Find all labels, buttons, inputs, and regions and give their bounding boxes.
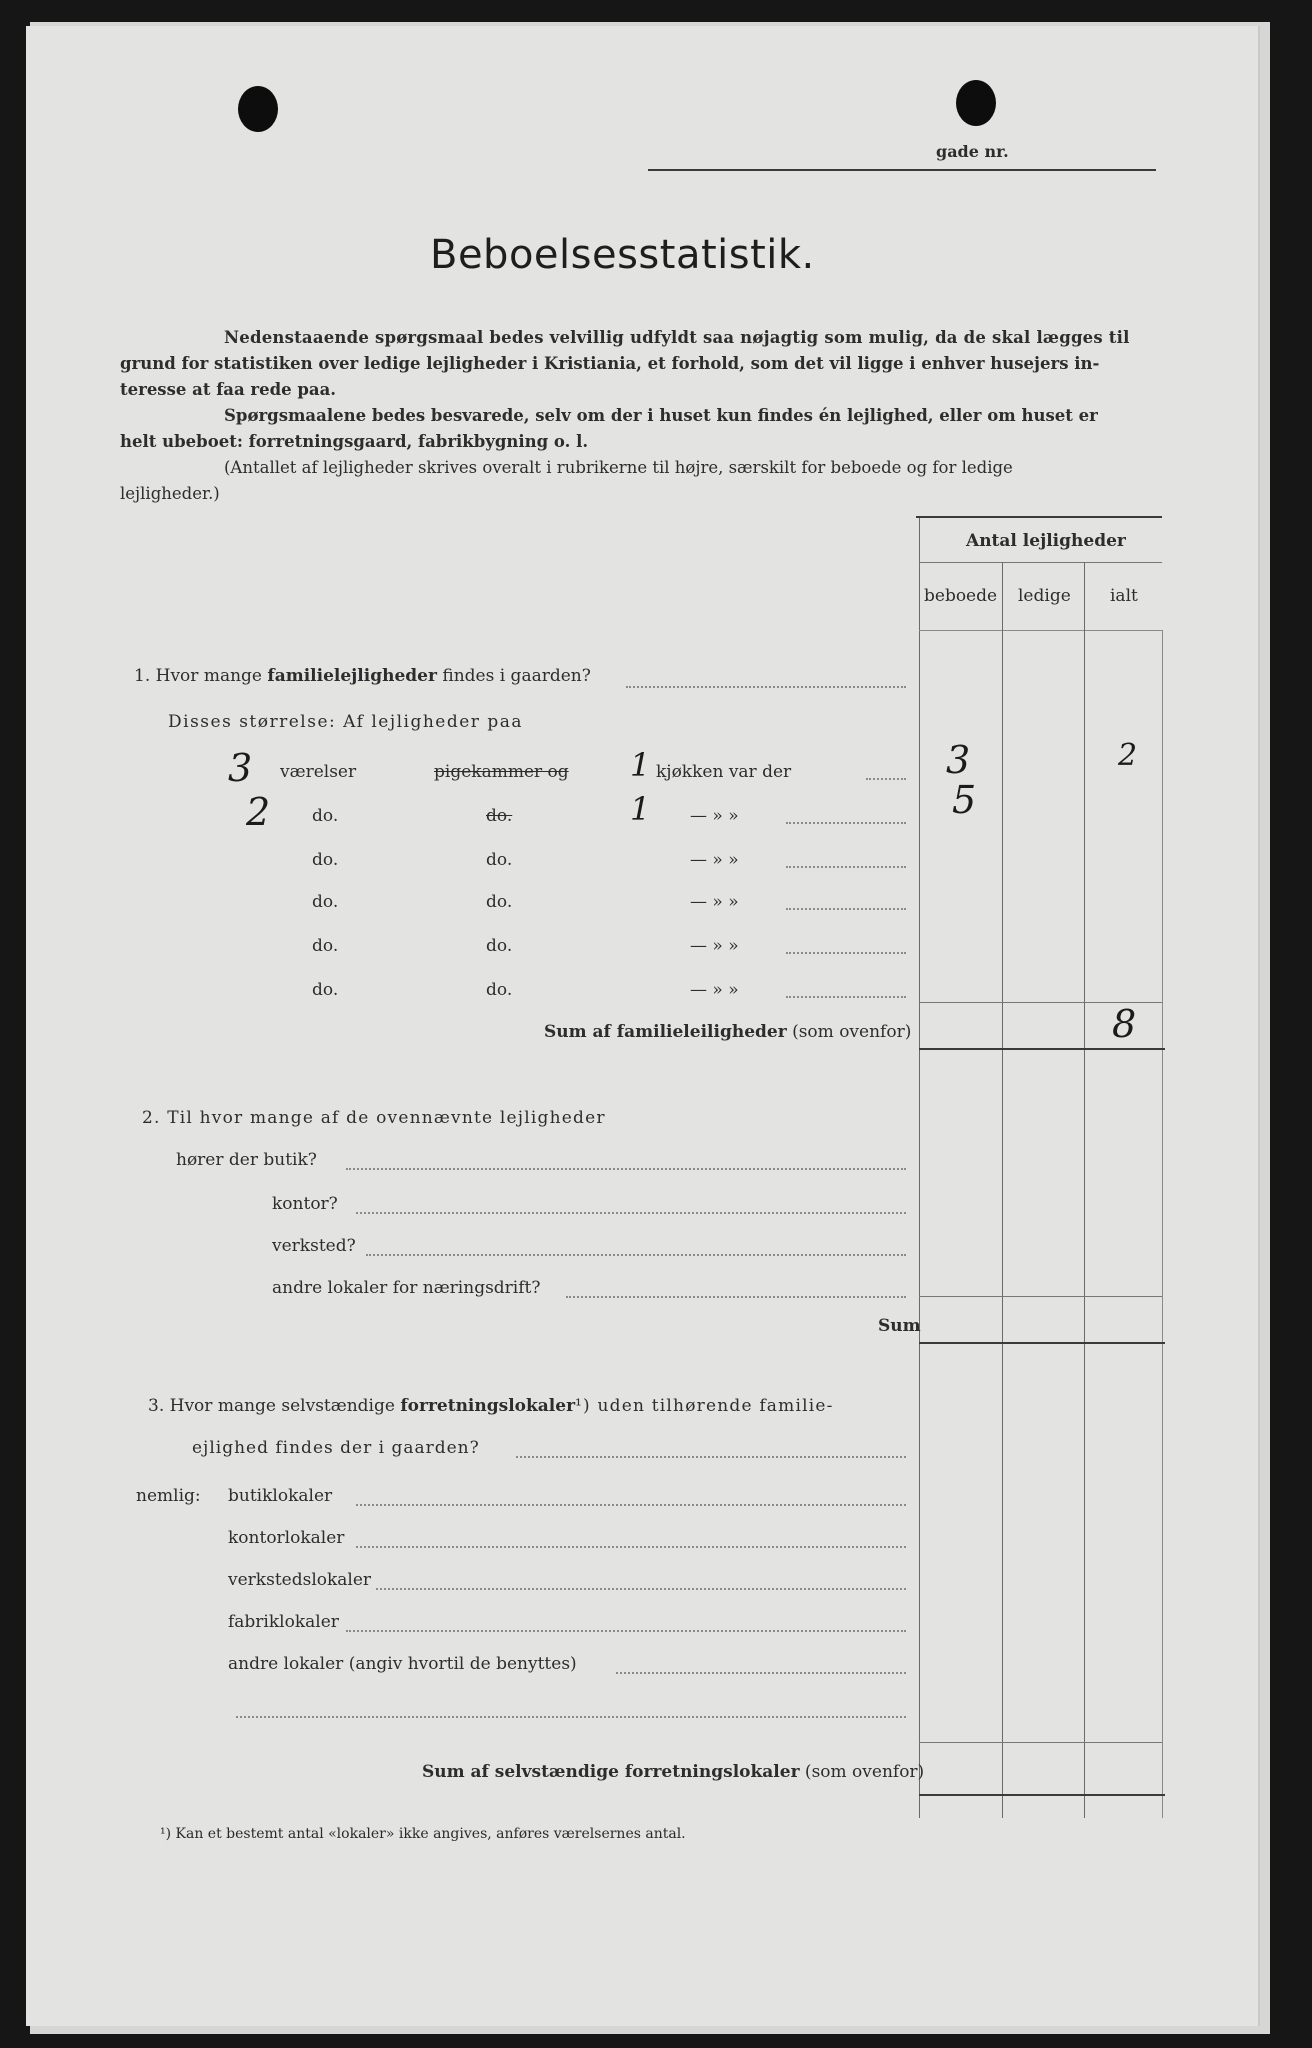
q3-item-1-dots [356,1504,906,1506]
q3-item-2: kontorlokaler [228,1528,345,1548]
q1-row2-rooms: 2 [246,790,271,834]
q3-item-2-dots [356,1546,906,1548]
q1-row2-kitchen-label: — » » [690,806,739,826]
q1-sum-label-bold: Sum af familieleiligheder [544,1022,787,1042]
q3-sum-top-rule [919,1742,1162,1743]
q2-item-4-dots [566,1296,906,1298]
q1-row4-rooms-label: do. [312,892,339,912]
q3-sum-bottom-rule [919,1794,1165,1796]
q1-dots [626,686,906,688]
intro-line-5: helt ubeboet: forretningsgaard, fabrikbygning o. l. [120,432,589,451]
q3-question-dots [516,1456,906,1458]
q1-row4-dots [786,908,906,910]
q1-row3-dots [786,866,906,868]
q1-row1-rooms-label: værelser [280,762,357,782]
form-page [26,26,1258,2026]
q2-sum-bottom-rule [919,1342,1165,1344]
col-divider-2 [1084,562,1085,1818]
punch-hole-left [238,86,278,132]
q1-row3-kitchen-label: — » » [690,850,739,870]
q3-item-4-dots [346,1630,906,1632]
q1-row6-mid: do. [486,980,513,1000]
q1-row3-mid: do. [486,850,513,870]
q1-question-bold: familielejligheder [267,666,437,686]
q3-nemlig: nemlig: [136,1486,201,1506]
intro-line-3: teresse at faa rede paa. [120,380,337,399]
q1-row2-kitchen: 1 [630,790,651,828]
q2-question: 2. Til hvor mange af de ovennævnte lejligheder [142,1108,606,1128]
q3-item-3: verkstedslokaler [228,1570,372,1590]
q1-row4-mid: do. [486,892,513,912]
table-header: Antal lejligheder [966,531,1126,551]
q3-item-5-dots [616,1672,906,1674]
table-left-border [919,518,920,1818]
q1-row5-rooms-label: do. [312,936,339,956]
q2-sum-top-rule [919,1296,1162,1297]
col-ialt: ialt [1110,586,1138,606]
q3-sum-label-bold: Sum af selvstændige forretningslokaler [422,1762,800,1782]
q2-item-3: verksted? [272,1236,356,1256]
q3-sum-label [422,1762,924,1782]
q3-item-3-dots [376,1588,906,1590]
q1-row6-kitchen-label: — » » [690,980,739,1000]
intro-line-1: Nedenstaaende spørgsmaal bedes velvillig udfyldt saa nøjagtig som mulig, da de skal lægges til [224,328,1130,347]
q1-row1-rooms: 3 [228,746,253,790]
q1-row1-mid: pigekammer og [434,762,569,782]
q1-row6-rooms-label: do. [312,980,339,1000]
q1-row2-beboede: 5 [952,778,977,822]
q1-row1-beboede: 3 [946,738,971,782]
q1-question [134,666,591,686]
q1-row2-dots [786,822,906,824]
punch-hole-right [956,80,996,126]
col-ledige: ledige [1018,586,1071,606]
q1-row3-rooms-label: do. [312,850,339,870]
q1-row4-kitchen-label: — » » [690,892,739,912]
q2-item-2: kontor? [272,1194,338,1214]
q3-item-4: fabriklokaler [228,1612,339,1632]
q1-row2-mid: do. [486,806,513,826]
q1-row1-kitchen-label: kjøkken var der [656,762,792,782]
table-header-rule [919,562,1162,563]
street-label: gade nr. [936,142,1009,161]
q3-question-pre: 3. Hvor mange selvstændige [148,1396,401,1416]
q1-sum-label [544,1022,911,1042]
q3-question-post: ¹) uden tilhørende familie- [575,1396,834,1416]
table-right-border [1162,630,1163,1818]
q2-item-4: andre lokaler for næringsdrift? [272,1278,541,1298]
q1-row1-dots [866,778,906,780]
q1-row6-dots [786,996,906,998]
q2-item-2-dots [356,1212,906,1214]
q2-item-1: hører der butik? [176,1150,317,1170]
street-line [648,169,1156,171]
q2-item-1-dots [346,1168,906,1170]
q3-item-5: andre lokaler (angiv hvortil de benyttes) [228,1654,577,1674]
footnote: ¹) Kan et bestemt antal «lokaler» ikke angives, anføres værelsernes antal. [160,1826,686,1842]
q1-row5-mid: do. [486,936,513,956]
col-divider-1 [1002,562,1003,1818]
table-cols-rule [919,630,1162,631]
q1-row5-kitchen-label: — » » [690,936,739,956]
col-beboede: beboede [924,586,998,606]
table-top-rule [916,516,1162,518]
q3-question-l2: ejlighed findes der i gaarden? [192,1438,480,1458]
q1-sum-label-post: (som ovenfor) [786,1022,912,1042]
q2-item-3-dots [366,1254,906,1256]
q1-row1-ialt: 2 [1118,738,1138,773]
q1-sum-ialt: 8 [1112,1002,1137,1046]
q1-row1-kitchen: 1 [630,746,651,784]
q3-question-bold: forretningslokaler [400,1396,576,1416]
q2-sum-label: Sum [878,1316,921,1336]
intro-line-7: lejligheder.) [120,484,220,503]
intro-line-4: Spørgsmaalene bedes besvarede, selv om der i huset kun findes én lejlighed, eller om huset er [224,406,1098,425]
q1-size-label: Disses størrelse: Af lejligheder paa [168,712,523,732]
q3-extra-dots [236,1716,906,1718]
q1-row2-rooms-label: do. [312,806,339,826]
q3-item-1: butiklokaler [228,1486,333,1506]
intro-line-6: (Antallet af lejligheder skrives overalt i rubrikerne til højre, særskilt for beboede og for ledige [224,458,1013,477]
q3-question [148,1396,834,1416]
q1-question-pre: 1. Hvor mange [134,666,268,686]
q1-sum-bottom-rule [919,1048,1165,1050]
page-title: Beboelsesstatistik. [430,232,815,278]
q1-question-post: findes i gaarden? [436,666,591,686]
intro-line-2: grund for statistiken over ledige lejligheder i Kristiania, et forhold, som det vil ligge i enhver husejers in- [120,354,1100,373]
q1-row5-dots [786,952,906,954]
q3-sum-label-post: (som ovenfor) [799,1762,925,1782]
